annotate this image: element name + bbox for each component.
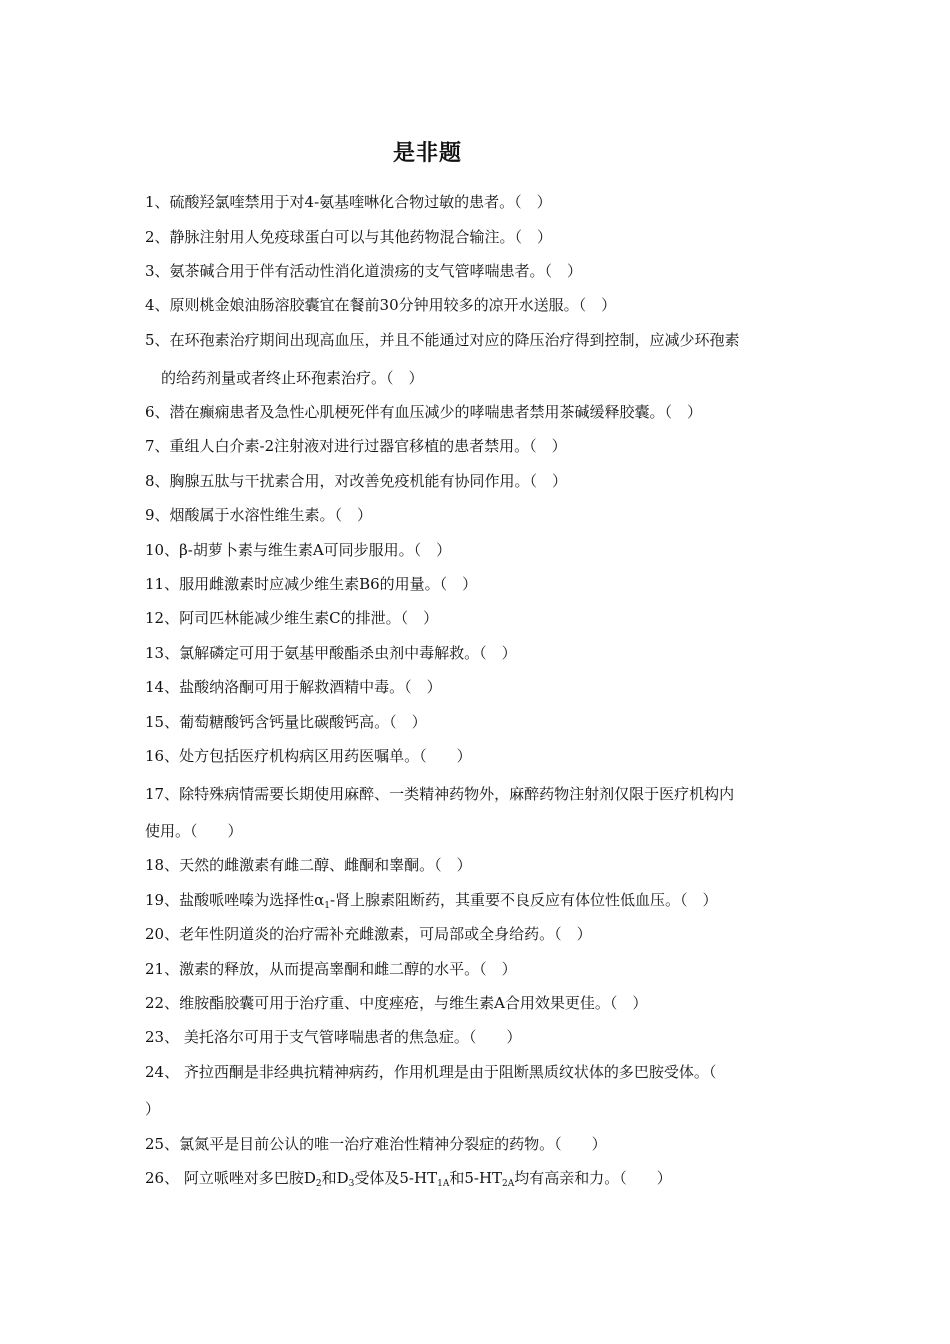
question-13: 13、氯解磷定可用于氨基甲酸酯杀虫剂中毒解救。（ ） — [145, 644, 517, 662]
question-19 — [145, 891, 815, 909]
question-16: 16、处方包括医疗机构病区用药医嘱单。（ ） — [145, 747, 472, 765]
question-26-sub-2: 3 — [348, 1179, 355, 1189]
question-19-prefix: 19、盐酸哌唑嗪为选择性α — [145, 891, 325, 909]
question-5-line-1: 5、在环孢素治疗期间出现高血压，并且不能通过对应的降压治疗得到控制，应减少环孢素 — [145, 331, 740, 349]
question-26-sub-1: 2 — [315, 1179, 322, 1189]
question-7: 7、重组人白介素-2注射液对进行过器官移植的患者禁用。（ ） — [145, 437, 567, 455]
question-15: 15、葡萄糖酸钙含钙量比碳酸钙高。（ ） — [145, 713, 427, 731]
question-17-line-2: 使用。（ ） — [145, 822, 243, 840]
question-26-part-1: 26、 阿立哌唑对多巴胺D — [145, 1169, 316, 1187]
question-4: 4、原则桃金娘油肠溶胶囊宜在餐前30分钟用较多的凉开水送服。（ ） — [145, 296, 617, 314]
question-26-sub-3: 1A — [437, 1179, 450, 1189]
question-3: 3、氨茶碱合用于伴有活动性消化道溃疡的支气管哮喘患者。（ ） — [145, 262, 583, 280]
question-24-line-1: 24、 齐拉西酮是非经典抗精神病药，作用机理是由于阻断黑质纹状体的多巴胺受体。（ — [145, 1063, 717, 1081]
question-26-part-3: 受体及5-HT — [354, 1169, 438, 1187]
question-6: 6、潜在癫痫患者及急性心肌梗死伴有血压减少的哮喘患者禁用茶碱缓释胶囊。（ ） — [145, 403, 703, 421]
question-19-suffix: -肾上腺素阻断药，其重要不良反应有体位性低血压。（ ） — [329, 891, 718, 909]
question-9: 9、烟酸属于水溶性维生素。（ ） — [145, 506, 373, 524]
question-2: 2、静脉注射用人免疫球蛋白可以与其他药物混合输注。（ ） — [145, 228, 553, 246]
question-8: 8、胸腺五肽与干扰素合用，对改善免疫机能有协同作用。（ ） — [145, 472, 568, 490]
question-18: 18、天然的雌激素有雌二醇、雌酮和睾酮。（ ） — [145, 856, 472, 874]
question-20: 20、老年性阴道炎的治疗需补充雌激素，可局部或全身给药。（ ） — [145, 925, 592, 943]
question-26-sub-4: 2A — [502, 1179, 515, 1189]
question-26-part-4: 和5-HT — [449, 1169, 503, 1187]
question-26-part-5: 均有高亲和力。（ ） — [514, 1169, 672, 1187]
question-5-line-2: 的给药剂量或者终止环孢素治疗。（ ） — [161, 369, 424, 387]
question-17-line-1: 17、除特殊病情需要长期使用麻醉、一类精神药物外，麻醉药物注射剂仅限于医疗机构内 — [145, 785, 735, 803]
question-25: 25、氯氮平是目前公认的唯一治疗难治性精神分裂症的药物。（ ） — [145, 1135, 607, 1153]
question-21: 21、激素的释放，从而提高睾酮和雌二醇的水平。（ ） — [145, 960, 517, 978]
question-24-line-2: ） — [145, 1100, 161, 1118]
question-11: 11、服用雌激素时应减少维生素B6的用量。（ ） — [145, 575, 478, 593]
question-19-subscript: 1 — [324, 901, 330, 911]
question-1: 1、硫酸羟氯喹禁用于对4-氨基喹啉化合物过敏的患者。（ ） — [145, 193, 552, 211]
question-10: 10、β-胡萝卜素与维生素A可同步服用。（ ） — [145, 541, 452, 559]
question-22: 22、维胺酯胶囊可用于治疗重、中度痤疮，与维生素A合用效果更佳。（ ） — [145, 994, 648, 1012]
question-14: 14、盐酸纳洛酮可用于解救酒精中毒。（ ） — [145, 678, 442, 696]
question-23: 23、 美托洛尔可用于支气管哮喘患者的焦急症。（ ） — [145, 1028, 522, 1046]
page-title: 是非题 — [392, 140, 462, 166]
question-26 — [145, 1169, 815, 1187]
question-12: 12、阿司匹林能减少维生素C的排泄。（ ） — [145, 609, 439, 627]
question-26-part-2: 和D — [321, 1169, 349, 1187]
